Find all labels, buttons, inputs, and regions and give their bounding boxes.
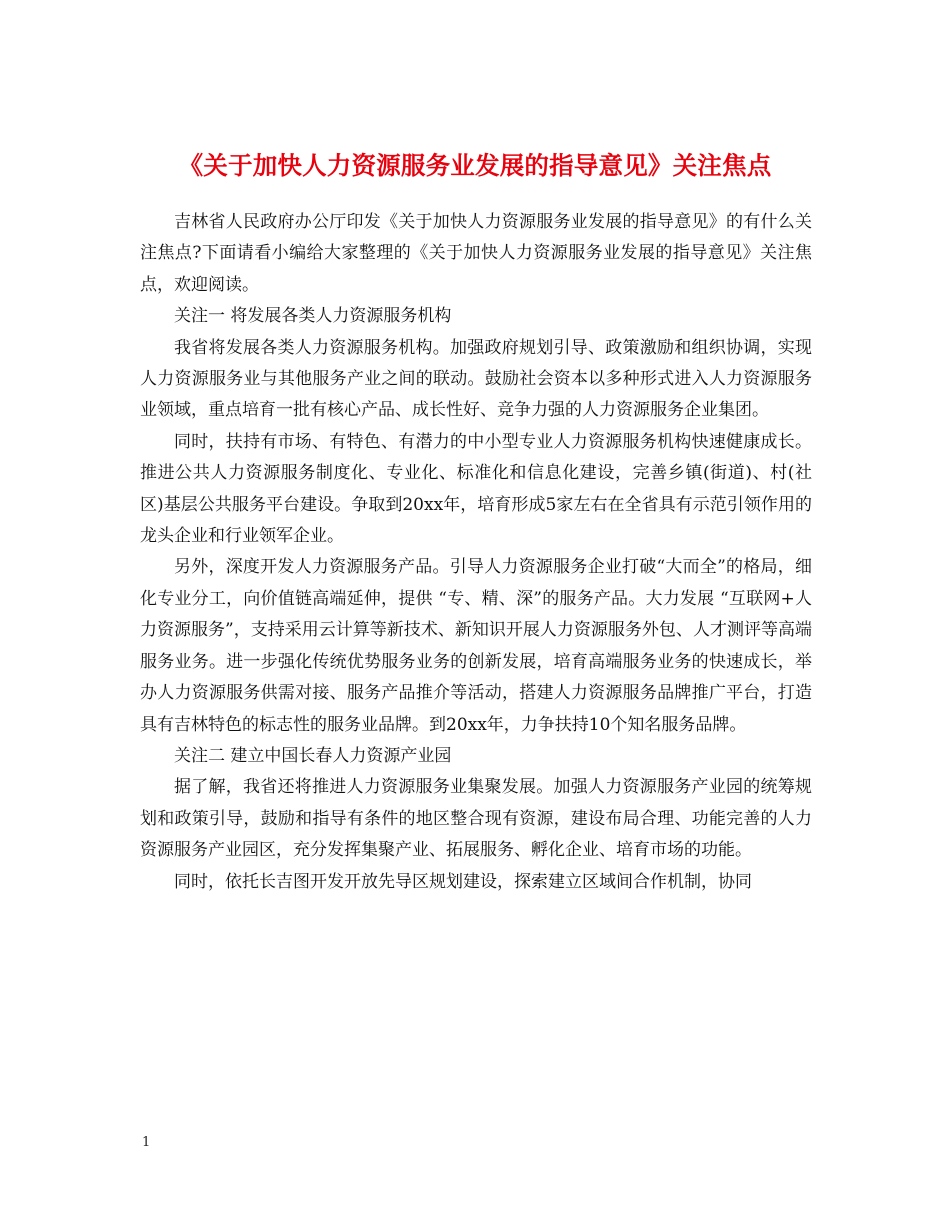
section-heading-2: 关注二 建立中国长春人力资源产业园 (174, 745, 452, 766)
document-title: 《关于加快人力资源服务业发展的指导意见》关注焦点 (178, 151, 772, 181)
body-paragraph: 另外，深度开发人力资源服务产品。引导人力资源服务企业打破“大而全”的格局，细化专业分工，向价值链高端延伸，提供 “专、精、深”的服务产品。大力发展 “互联网+人力资源服务”，支持采用云计算等新技术、新知识开展人力资源服务外包、人才测评等高端服务业务。进一步强化传统优势服务业务的创新发展，培育高端服务业务的快速成长，举办人力资源服务供需对接、服务产品推介等活动，搭建人力资源服务品牌推广平台，打造具有吉林特色的标志性的服务业品牌。到20xx年，力争扶持10个知名服务品牌。 (140, 557, 812, 735)
body-paragraph: 我省将发展各类人力资源服务机构。加强政府规划引导、政策激励和组织协调，实现人力资源服务业与其他服务产业之间的联动。鼓励社会资本以多种形式进入人力资源服务业领域，重点培育一批有核心产品、成长性好、竞争力强的人力资源服务企业集团。 (140, 337, 812, 421)
body-paragraph: 同时，依托长吉图开发开放先导区规划建设，探索建立区域间合作机制，协同 (174, 871, 752, 892)
document-body (140, 207, 812, 898)
intro-paragraph: 吉林省人民政府办公厅印发《关于加快人力资源服务业发展的指导意见》的有什么关注焦点?下面请看小编给大家整理的《关于加快人力资源服务业发展的指导意见》关注焦点，欢迎阅读。 (140, 212, 812, 295)
section-heading-1: 关注一 将发展各类人力资源服务机构 (174, 306, 452, 327)
body-paragraph: 据了解，我省还将推进人力资源服务业集聚发展。加强人力资源服务产业园的统筹规划和政策引导，鼓励和指导有条件的地区整合现有资源，建设布局合理、功能完善的人力资源服务产业园区，充分发挥集聚产业、拓展服务、孵化企业、培育市场的功能。 (140, 777, 812, 861)
page-number: 1 (142, 1135, 151, 1150)
body-paragraph: 同时，扶持有市场、有特色、有潜力的中小型专业人力资源服务机构快速健康成长。推进公共人力资源服务制度化、专业化、标准化和信息化建设，完善乡镇(街道)、村(社区)基层公共服务平台建设。争取到20xx年，培育形成5家左右在全省具有示范引领作用的龙头企业和行业领军企业。 (140, 431, 812, 547)
